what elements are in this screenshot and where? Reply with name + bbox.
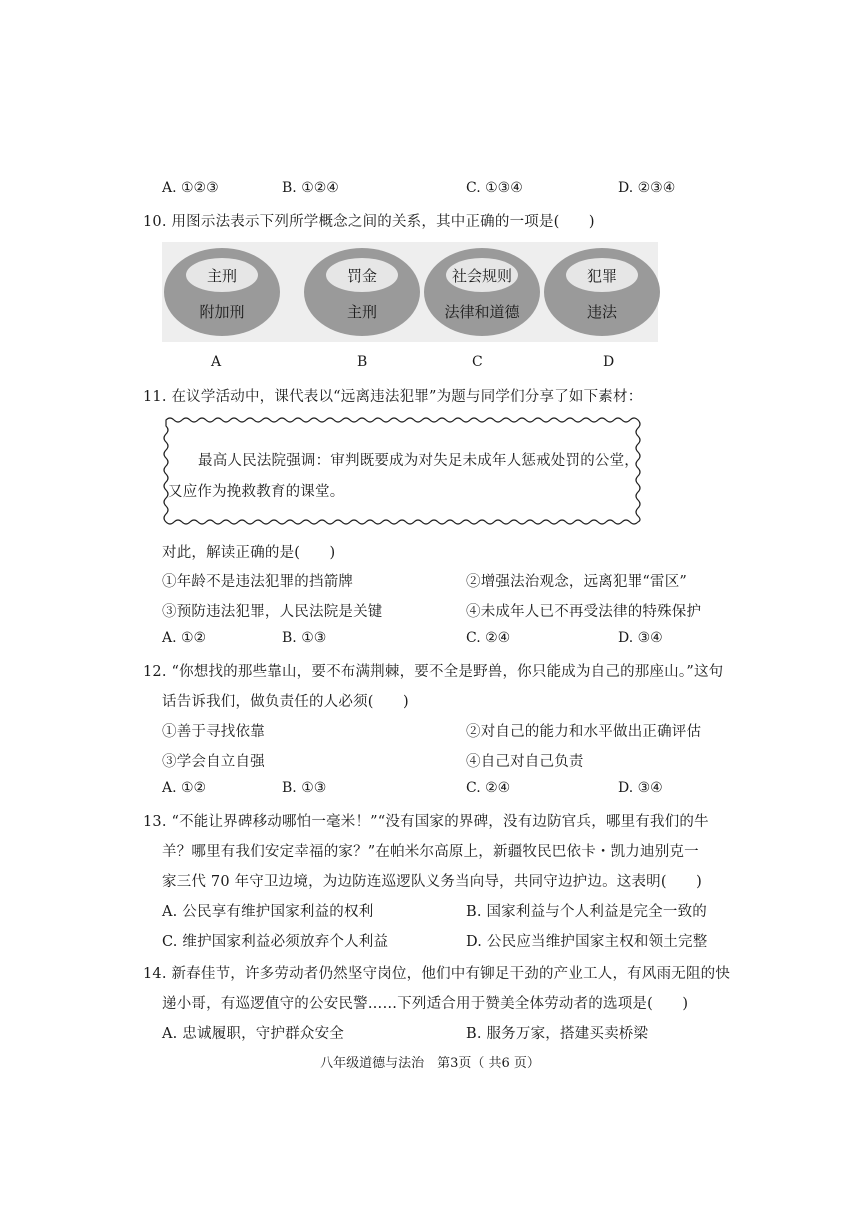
diagram-b-letter: B bbox=[357, 354, 368, 370]
diagram-c-letter: C bbox=[472, 354, 483, 370]
q13-option-a: A. 公民享有维护国家利益的权利 bbox=[162, 904, 374, 920]
q13-stem-line2: 羊？哪里有我们安定幸福的家？”在帕米尔高原上，新疆牧民巴依卡・凯力迪别克一 bbox=[162, 844, 699, 860]
diagram-a bbox=[164, 248, 280, 336]
q11-statement-3: ③预防违法犯罪，人民法院是关键 bbox=[162, 604, 383, 620]
diagram-b bbox=[304, 248, 420, 336]
diagram-a-outer: 附加刑 bbox=[199, 303, 245, 321]
q11-option-a: A. ①② bbox=[162, 630, 207, 646]
q13-stem-line3: 家三代 70 年守卫边境，为边防连巡逻队义务当向导，共同守边护边。这表明( ) bbox=[162, 874, 702, 890]
q12-option-d: D. ③④ bbox=[618, 780, 663, 796]
q12-stem-line1: 12. “你想找的那些靠山，要不布满荆棘，要不全是野兽，你只能成为自己的那座山。”这句 bbox=[143, 664, 724, 680]
diagram-a-letter: A bbox=[211, 354, 222, 370]
q12-statement-4: ④自己对自己负责 bbox=[466, 754, 584, 770]
q13-option-c: C. 维护国家利益必须放弃个人利益 bbox=[162, 934, 389, 950]
diagram-d-letter: D bbox=[603, 354, 615, 370]
q11-stem: 11. 在议学活动中，课代表以“远离违法犯罪”为题与同学们分享了如下素材： bbox=[143, 389, 643, 405]
q12-statement-2: ②对自己的能力和水平做出正确评估 bbox=[466, 724, 702, 740]
diagram-d-inner: 犯罪 bbox=[566, 258, 638, 292]
q9-option-b: B. ①②④ bbox=[282, 180, 339, 196]
q11-material-line1: 最高人民法院强调：审判既要成为对失足未成年人惩戒处罚的公堂， bbox=[198, 453, 639, 469]
q12-option-a: A. ①② bbox=[162, 780, 207, 796]
diagram-c bbox=[424, 248, 540, 336]
q14-stem-line1: 14. 新春佳节，许多劳动者仍然坚守岗位，他们中有铆足干劲的产业工人，有风雨无阻的快 bbox=[143, 966, 731, 982]
diagram-b-outer: 主刑 bbox=[346, 303, 377, 321]
q11-statement-4: ④未成年人已不再受法律的特殊保护 bbox=[466, 604, 702, 620]
q13-stem-line1: 13. “不能让界碑移动哪怕一毫米！”“没有国家的界碑，没有边防官兵，哪里有我们的牛 bbox=[143, 814, 709, 830]
q11-material-line2: 又应作为挽救教育的课堂。 bbox=[168, 484, 345, 500]
q11-option-d: D. ③④ bbox=[618, 630, 663, 646]
diagram-d-outer: 违法 bbox=[586, 303, 617, 321]
q12-statement-3: ③学会自立自强 bbox=[162, 754, 265, 770]
diagram-a-inner: 主刑 bbox=[186, 258, 258, 292]
q11-statement-2: ②增强法治观念，远离犯罪“雷区” bbox=[466, 574, 688, 590]
q12-stem-line2: 话告诉我们，做负责任的人必须( ) bbox=[162, 694, 409, 710]
q14-option-a: A. 忠诚履职，守护群众安全 bbox=[162, 1026, 344, 1042]
q14-option-b: B. 服务万家，搭建买卖桥梁 bbox=[466, 1026, 649, 1042]
q9-option-c: C. ①③④ bbox=[466, 180, 523, 196]
q13-option-d: D. 公民应当维护国家主权和领土完整 bbox=[466, 934, 708, 950]
q11-question: 对此，解读正确的是( ) bbox=[162, 545, 336, 561]
diagram-c-outer: 法律和道德 bbox=[444, 303, 520, 321]
diagram-c-inner: 社会规则 bbox=[446, 258, 518, 292]
q11-option-b: B. ①③ bbox=[282, 630, 327, 646]
q11-wavy-frame bbox=[162, 416, 642, 526]
q9-option-d: D. ②③④ bbox=[618, 180, 676, 196]
diagram-b-inner: 罚金 bbox=[326, 258, 398, 292]
q9-option-a: A. ①②③ bbox=[162, 180, 219, 196]
diagram-d bbox=[544, 248, 660, 336]
q12-option-b: B. ①③ bbox=[282, 780, 327, 796]
page-footer: 八年级道德与法治 第3页（ 共6 页） bbox=[320, 1056, 540, 1071]
q11-statement-1: ①年龄不是违法犯罪的挡箭牌 bbox=[162, 574, 354, 590]
q12-statement-1: ①善于寻找依靠 bbox=[162, 724, 265, 740]
q11-option-c: C. ②④ bbox=[466, 630, 511, 646]
q10-stem: 10. 用图示法表示下列所学概念之间的关系，其中正确的一项是( ) bbox=[143, 214, 595, 230]
q12-option-c: C. ②④ bbox=[466, 780, 511, 796]
q13-option-b: B. 国家利益与个人利益是完全一致的 bbox=[466, 904, 707, 920]
q14-stem-line2: 递小哥，有巡逻值守的公安民警……下列适合用于赞美全体劳动者的选项是( ) bbox=[162, 996, 689, 1012]
